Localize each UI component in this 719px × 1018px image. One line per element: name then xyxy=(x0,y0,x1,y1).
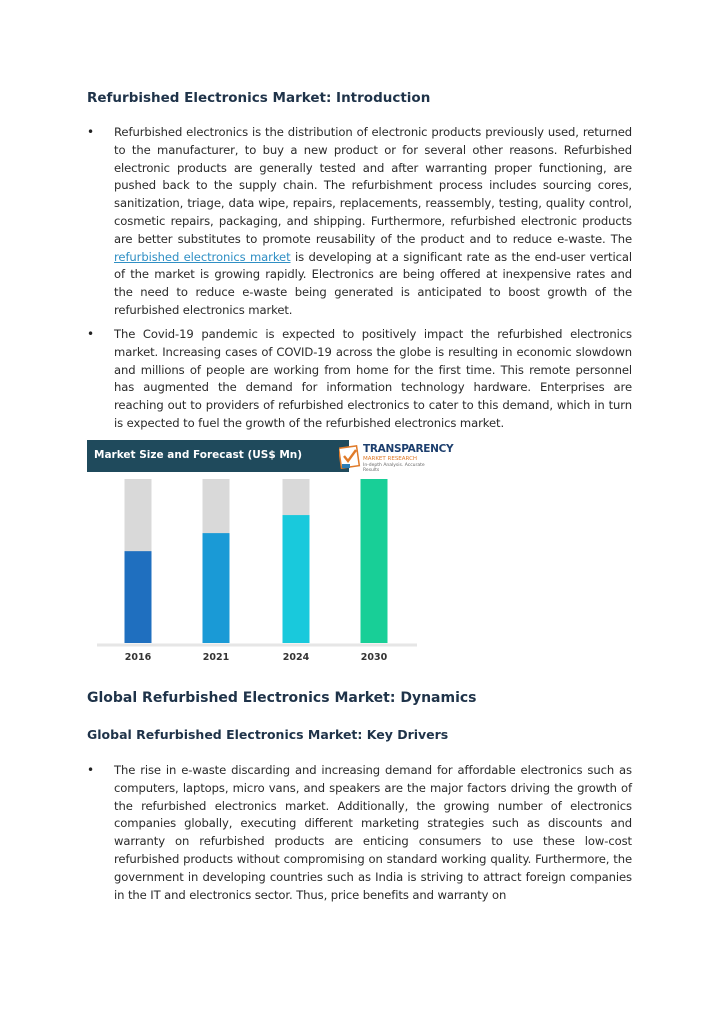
bar-2016 xyxy=(125,551,152,643)
bullet-icon: • xyxy=(87,327,95,341)
logo-subtitle: MARKET RESEARCH xyxy=(363,456,418,462)
logo-name: TRANSPARENCY xyxy=(363,443,454,455)
paragraph: The Covid-19 pandemic is expected to positively impact the refurbished electronics market. Increasing cases of COVID-19 across the globe is resulting in economic slowdown and millions of people are working from home for the first time. This remote personnel has augmented the demand for information technology hardware. Enterprises are reaching out to providers of refurbished electronics to cater to this demand, which in turn is expected to fuel the growth of the refurbished electronics market. xyxy=(114,327,632,430)
bar-chart-plot xyxy=(87,472,442,672)
section-heading-dynamics: Global Refurbished Electronics Market: Dynamics xyxy=(87,690,477,706)
bullet-icon: • xyxy=(87,125,95,139)
bar-2030 xyxy=(361,479,388,643)
x-tick-label: 2024 xyxy=(282,652,310,663)
bar-2021 xyxy=(203,533,230,643)
paragraph-text: Refurbished electronics is the distribution of electronic products previously used, returned to the manufacturer, to buy a new product or for several other reasons. Refurbished electronic products are generally tested and after warranting proper functioning, are pushed back to the supply chain. The refurbishment process includes sourcing cores, sanitization, triage, data wipe, repairs, replacements, reassembly, testing, quality control, cosmetic repairs, packaging, and shipping. Furthermore, refurbished electronic products are better substitutes to promote reusability of the product and to reduce e-waste. The xyxy=(114,125,632,246)
logo-icon xyxy=(339,444,361,470)
paragraph xyxy=(114,124,632,320)
chart-title: Market Size and Forecast (US$ Mn) xyxy=(94,449,303,461)
paragraph-text: is developing at a significant rate as the end-user vertical of the market is growing rapidly. Electronics are being offered at inexpensive rates and the need to reduce e-waste being generated is anticipated to boost growth of the refurbished electronics market. xyxy=(114,249,633,317)
section-subheading-key-drivers: Global Refurbished Electronics Market: Key Drivers xyxy=(87,727,449,742)
paragraph: The rise in e-waste discarding and increasing demand for affordable electronics such as computers, laptops, micro vans, and speakers are the major factors driving the growth of the refurbished electronics market. Additionally, the growing number of electronics companies globally, executing different marketing strategies such as discounts and warranty on refurbished products are enticing consumers to use these low-cost refurbished products without compromising on standard working quality. Furthermore, the government in developing countries such as India is striving to attract foreign companies in the IT and electronics sector. Thus, price benefits and warranty on xyxy=(114,763,632,902)
list-item xyxy=(87,326,632,433)
bullet-icon: • xyxy=(87,763,95,777)
x-tick-label: 2016 xyxy=(124,652,152,663)
logo-tagline: In-depth Analysis. Accurate Results xyxy=(363,463,425,473)
company-logo xyxy=(339,442,454,473)
bar-2024 xyxy=(283,515,310,643)
x-tick-label: 2021 xyxy=(202,652,230,663)
section-heading-introduction: Refurbished Electronics Market: Introduction xyxy=(87,90,431,106)
list-item xyxy=(87,762,632,904)
market-size-chart xyxy=(87,440,454,672)
market-link[interactable]: refurbished electronics market xyxy=(114,249,291,264)
list-item xyxy=(87,124,632,320)
x-tick-label: 2030 xyxy=(360,652,388,663)
